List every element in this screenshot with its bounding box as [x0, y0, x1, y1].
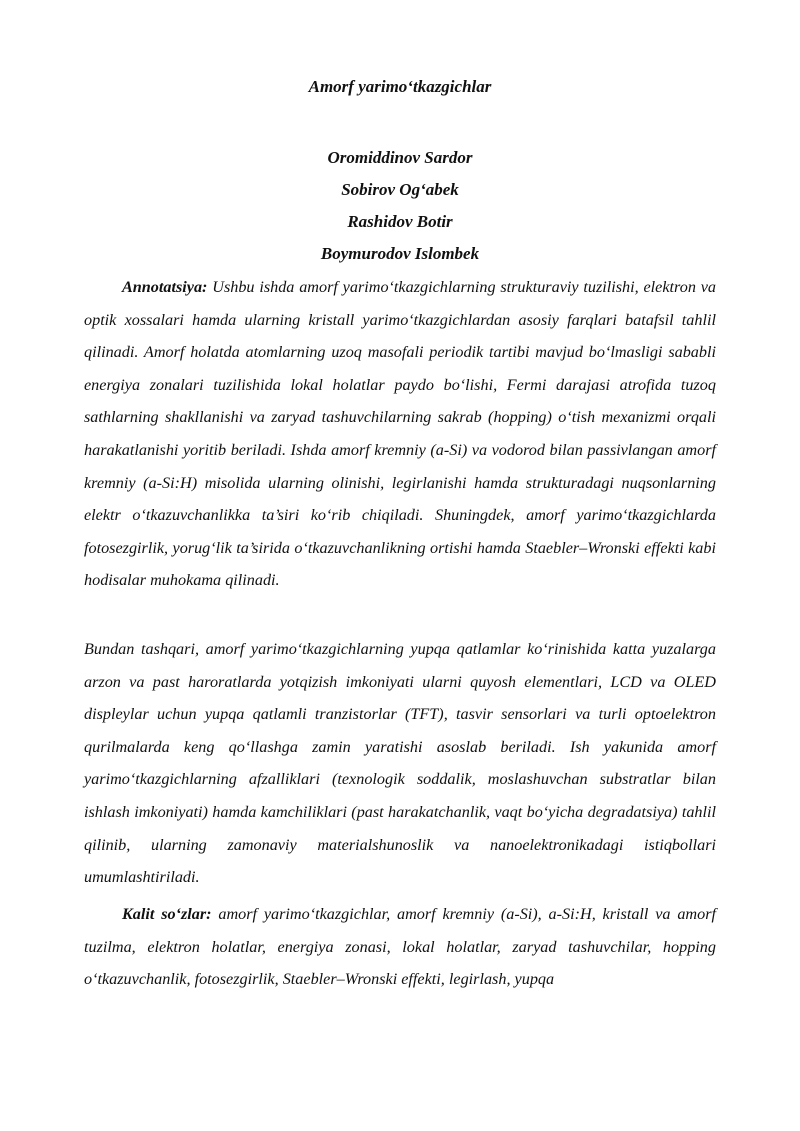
- author-name: Boymurodov Islombek: [320, 244, 480, 263]
- author-name: Sobirov Og‘abek: [341, 180, 459, 199]
- author-name: Oromiddinov Sardor: [327, 148, 473, 167]
- abstract-text: Ushbu ishda amorf yarimo‘tkazgichlarning strukturaviy tuzilishi, elektron va optik xossalari hamda ularning kristall yarimo‘tkazgichlardan asosiy farqlari batafsil tahlil qilinadi. Amorf holatda atomlarning uzoq masofali periodik tartibi mavjud bo‘lmasligi sababli energiya zonalari tuzilishida lokal holatlar paydo bo‘lishi, Fermi darajasi atrofida tuzoq sathlarning shakllanishi va zaryad tashuvchilarning sakrab (hopping) o‘tish mexanizmi orqali harakatlanishi yoritib beriladi. Ishda amorf kremniy (a-Si) va vodorod bilan passivlangan amorf kremniy (a-Si:H) misolida ularning olinishi, legirlanishi hamda strukturadagi nuqsonlarning elektr o‘tkazuvchanlikka ta’siri ko‘rib chiqiladi. Shuningdek, amorf yarimo‘tkazgichlarda fotosezgirlik, yorug‘lik ta’sirida o‘tkazuvchanlikning ortishi hamda Staebler–Wronski effekti kabi hodisalar muhokama qilinadi.: [84, 278, 716, 590]
- paper-title: Amorf yarimo‘tkazgichlar: [308, 77, 492, 96]
- keywords-paragraph: [84, 898, 716, 996]
- author-name: Rashidov Botir: [347, 212, 453, 231]
- abstract-paragraph-2: Bundan tashqari, amorf yarimo‘tkazgichlarning yupqa qatlamlar ko‘rinishida katta yuzalarga arzon va past haroratlarda yotqizish imkoniyati ularni quyosh elementlari, LCD va OLED displeylar uchun yupqa qatlamli tranzistorlar (TFT), tasvir sensorlari va turli optoelektron qurilmalarda keng qo‘llashga zamin yaratishi asoslab beriladi. Ish yakunida amorf yarimo‘tkazgichlarning afzalliklari (texnologik soddalik, moslashuvchan substratlar bilan ishlash imkoniyati) hamda kamchiliklari (past harakatchanlik, vaqt bo‘yicha degradatsiya) tahlil qilinib, ularning zamonaviy materialshunoslik va nanoelektronikadagi istiqbollari umumlashtiriladi.: [84, 640, 716, 887]
- keywords-label: Kalit so‘zlar:: [122, 905, 212, 923]
- abstract-label: Annotatsiya:: [122, 278, 208, 296]
- keywords-text: amorf yarimo‘tkazgichlar, amorf kremniy (a-Si), a-Si:H, kristall va amorf tuzilma, elektron holatlar, energiya zonasi, lokal holatlar, zaryad tashuvchilar, hopping o‘tkazuvchanlik, fotosezgirlik, Staebler–Wronski effekti, legirlash, yupqa: [84, 905, 716, 989]
- author-list: [0, 142, 800, 270]
- abstract-paragraph: [84, 271, 716, 597]
